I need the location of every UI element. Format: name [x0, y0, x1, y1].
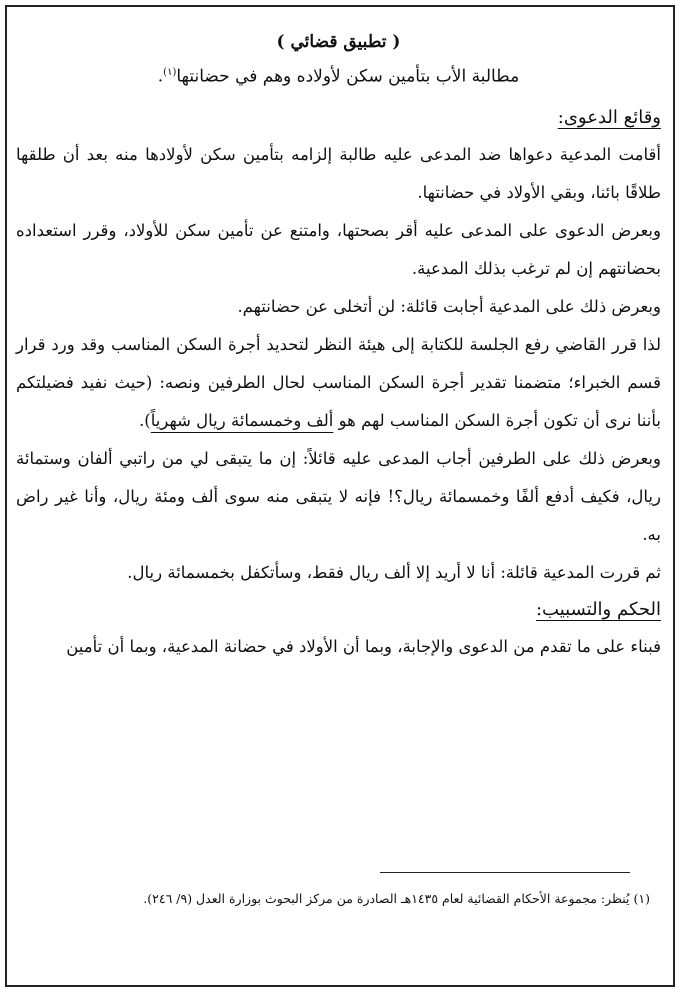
facts-heading: وقائع الدعوى:: [557, 107, 661, 128]
footnote: (١) يُنظر: مجموعة الأحكام القضائية لعام ١٤٣٥هـ الصادرة من مركز البحوث بوزارة العدل (٩/ ٢٤٦).: [143, 891, 650, 906]
document-body: [16, 28, 661, 666]
paragraph-expert-report: [16, 326, 661, 440]
paragraph-defendant-response: وبعرض الدعوى على المدعى عليه أقر بصحتها، وامتنع عن تأمين سكن للأولاد، وقرر استعداده بحضانتهم إن لم ترغب بذلك المدعية.: [16, 221, 661, 278]
expert-report-text: لذا قرر القاضي رفع الجلسة للكتابة إلى هيئة النظر لتحديد أجرة السكن المناسب وقد ورد قرار قسم الخبراء؛ متضمنا تقدير أجرة السكن المناسب لحال الطرفين ونصه: (حيث نفيد فضيلتكم بأننا نرى أن تكون أجرة السكن المناسب لهم هو: [16, 335, 661, 430]
expert-close: ).: [139, 411, 151, 430]
ruling-heading: الحكم والتسبيب:: [535, 599, 661, 620]
paragraph-defendant-objection: وبعرض ذلك على الطرفين أجاب المدعى عليه قائلاً: إن ما يتبقى لي من راتبي ألفان وستمائة ريال، فكيف أدفع ألفًا وخمسمائة ريال؟! فإنه لا يتبقى منه سوى ألف ومئة ريال، وأنا غير راض به.: [16, 449, 661, 544]
paragraph-plaintiff-reply: وبعرض ذلك على المدعية أجابت قائلة: لن أتخلى عن حضانتهم.: [237, 297, 661, 316]
document-title: ( تطبيق قضائي ): [276, 32, 401, 52]
paragraph-claim: أقامت المدعية دعواها ضد المدعى عليه طالبة إلزامه بتأمين سكن لأولادها منه بعد أن طلقها طلاقًا بائنا، وبقي الأولاد في حضانتها.: [16, 145, 661, 202]
subtitle-text: مطالبة الأب بتأمين سكن لأولاده وهم في حضانتها: [176, 66, 520, 87]
paragraph-plaintiff-offer: ثم قررت المدعية قائلة: أنا لا أريد إلا ألف ريال فقط، وسأتكفل بخمسمائة ريال.: [127, 563, 661, 582]
paragraph-ruling: فبناء على ما تقدم من الدعوى والإجابة، وبما أن الأولاد في حضانة المدعية، وبما أن تأمين: [66, 637, 661, 656]
document-subtitle: مطالبة الأب بتأمين سكن لأولاده وهم في حضانتها$^{(١)}$.: [157, 66, 520, 87]
footnote-divider: [380, 872, 630, 873]
expert-amount: ألف وخمسمائة ريال شهرياً: [150, 411, 334, 430]
footnote-ref: (١): [163, 67, 177, 78]
